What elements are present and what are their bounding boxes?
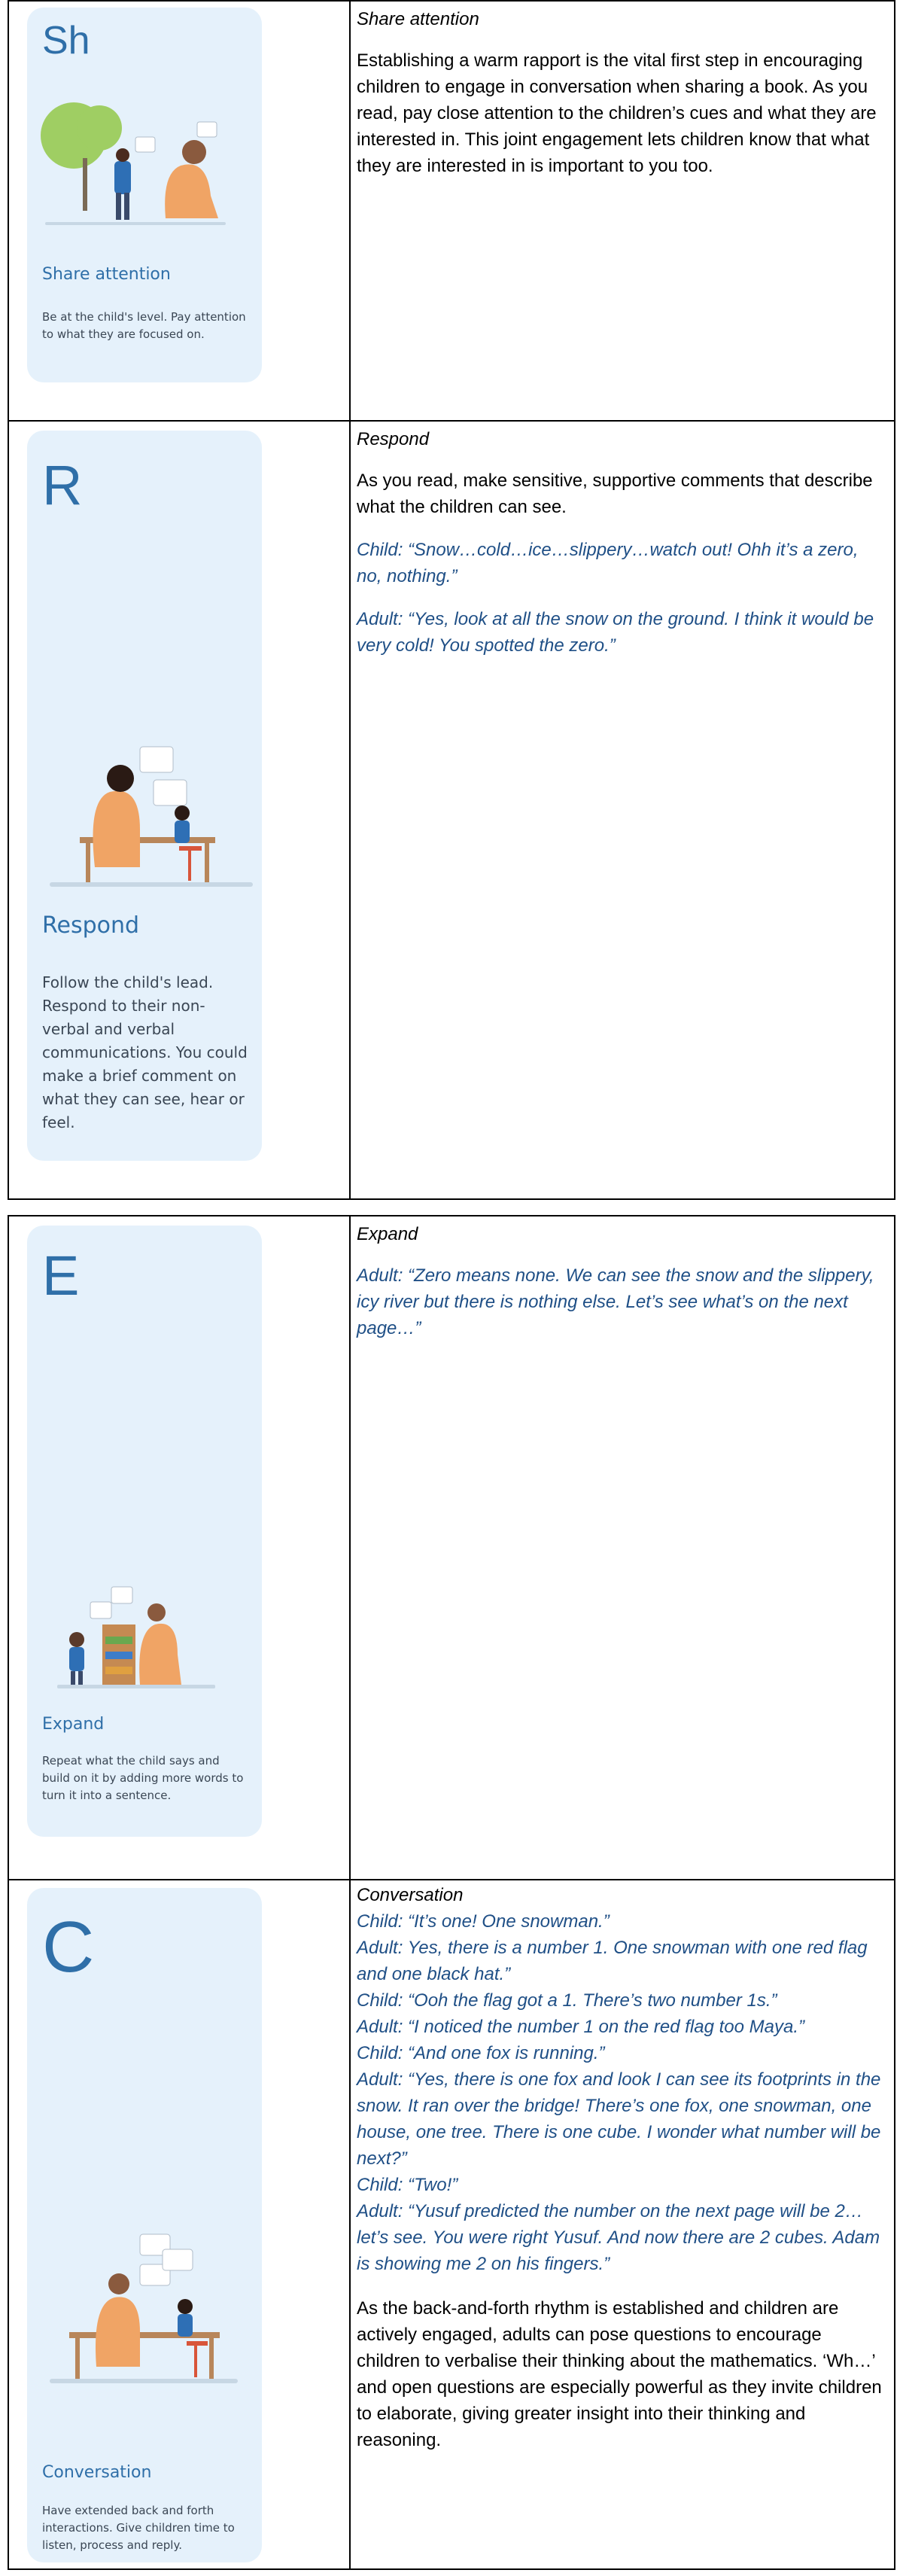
cell-expand bbox=[351, 1216, 894, 1876]
conversation-illustration bbox=[27, 2219, 262, 2392]
section-heading: Expand bbox=[357, 1224, 418, 1244]
table-1 bbox=[8, 0, 895, 1200]
cell-conversation bbox=[351, 1880, 894, 2568]
card-letter: Sh bbox=[42, 19, 90, 62]
card-letter: C bbox=[42, 1907, 95, 1987]
respond-illustration bbox=[27, 709, 262, 897]
table-2 bbox=[8, 1215, 895, 2570]
card-expand bbox=[27, 1226, 262, 1837]
dialogue-line: Adult: “I noticed the number 1 on the red flag too Maya.” bbox=[357, 2017, 805, 2037]
dialogue-line: Child: “It’s one! One snowman.” bbox=[357, 1911, 610, 1932]
section-heading: Conversation bbox=[357, 1885, 464, 1905]
section-heading: Respond bbox=[357, 429, 430, 449]
dialogue-line: Adult: “Yusuf predicted the number on the next page will be 2…let’s see. You were right Yusuf. And now there are 2 cubes. Adam is showing me 2 on his fingers.” bbox=[357, 2201, 880, 2274]
card-letter: E bbox=[42, 1244, 80, 1307]
card-share-attention bbox=[27, 8, 262, 382]
cell-respond bbox=[351, 422, 894, 1198]
section-paragraph: As you read, make sensitive, supportive comments that describe what the children can see. bbox=[357, 470, 873, 517]
card-description: Be at the child's level. Pay attention to what they are focused on. bbox=[42, 310, 246, 341]
section-heading: Share attention bbox=[357, 9, 479, 29]
share-attention-illustration bbox=[30, 83, 256, 233]
section-paragraph: As the back-and-forth rhythm is established and children are actively engaged, adults can pose questions to encourage children to verbalise their thinking about the mathematics. ‘Wh…’ and open questions are especially powerful as they invite children to elaborate, giving greater insight into their thinking and reasoning. bbox=[357, 2298, 882, 2450]
card-description: Follow the child's lead. Respond to their non-verbal and verbal communications. You could make a brief comment on what they can see, hear or feel. bbox=[42, 973, 248, 1131]
card-letter: R bbox=[42, 454, 83, 516]
card-respond bbox=[27, 431, 262, 1161]
expand-illustration bbox=[27, 1572, 262, 1692]
card-description: Repeat what the child says and build on it by adding more words to turn it into a sentence. bbox=[42, 1754, 244, 1802]
card-title: Share attention bbox=[42, 265, 171, 284]
card-title: Expand bbox=[42, 1715, 105, 1734]
adult-dialogue-line: Adult: “Yes, look at all the snow on the ground. I think it would be very cold! You spotted the zero.” bbox=[357, 609, 874, 656]
card-description: Have extended back and forth interactions. Give children time to listen, process and reply. bbox=[42, 2504, 235, 2552]
card-title: Respond bbox=[42, 912, 140, 939]
card-conversation bbox=[27, 1888, 262, 2562]
dialogue-line: Child: “Ooh the flag got a 1. There’s two number 1s.” bbox=[357, 1990, 777, 2011]
dialogue-line: Child: “And one fox is running.” bbox=[357, 2043, 605, 2063]
conversation-dialogue bbox=[357, 1908, 888, 2277]
cell-share-attention bbox=[351, 2, 894, 413]
adult-dialogue-line: Adult: “Zero means none. We can see the snow and the slippery, icy river but there is nothing else. Let’s see what’s on the next page…” bbox=[357, 1265, 874, 1338]
child-dialogue-line: Child: “Snow…cold…ice…slippery…watch out! Ohh it’s a zero, no, nothing.” bbox=[357, 540, 859, 586]
dialogue-line: Child: “Two!” bbox=[357, 2175, 458, 2195]
dialogue-line: Adult: Yes, there is a number 1. One snowman with one red flag and one black hat.” bbox=[357, 1938, 868, 1984]
dialogue-line: Adult: “Yes, there is one fox and look I can see its footprints in the snow. It ran over the bridge! There’s one fox, one snowman, one house, one tree. There is one cube. I wonder what number will be next?” bbox=[357, 2069, 881, 2169]
section-paragraph: Establishing a warm rapport is the vital first step in encouraging children to engage in conversation when sharing a book. As you read, pay close attention to the children’s cues and what they are interested in. This joint engagement lets children know that what they are interested in is important to you too. bbox=[357, 50, 877, 176]
card-title: Conversation bbox=[42, 2463, 152, 2482]
